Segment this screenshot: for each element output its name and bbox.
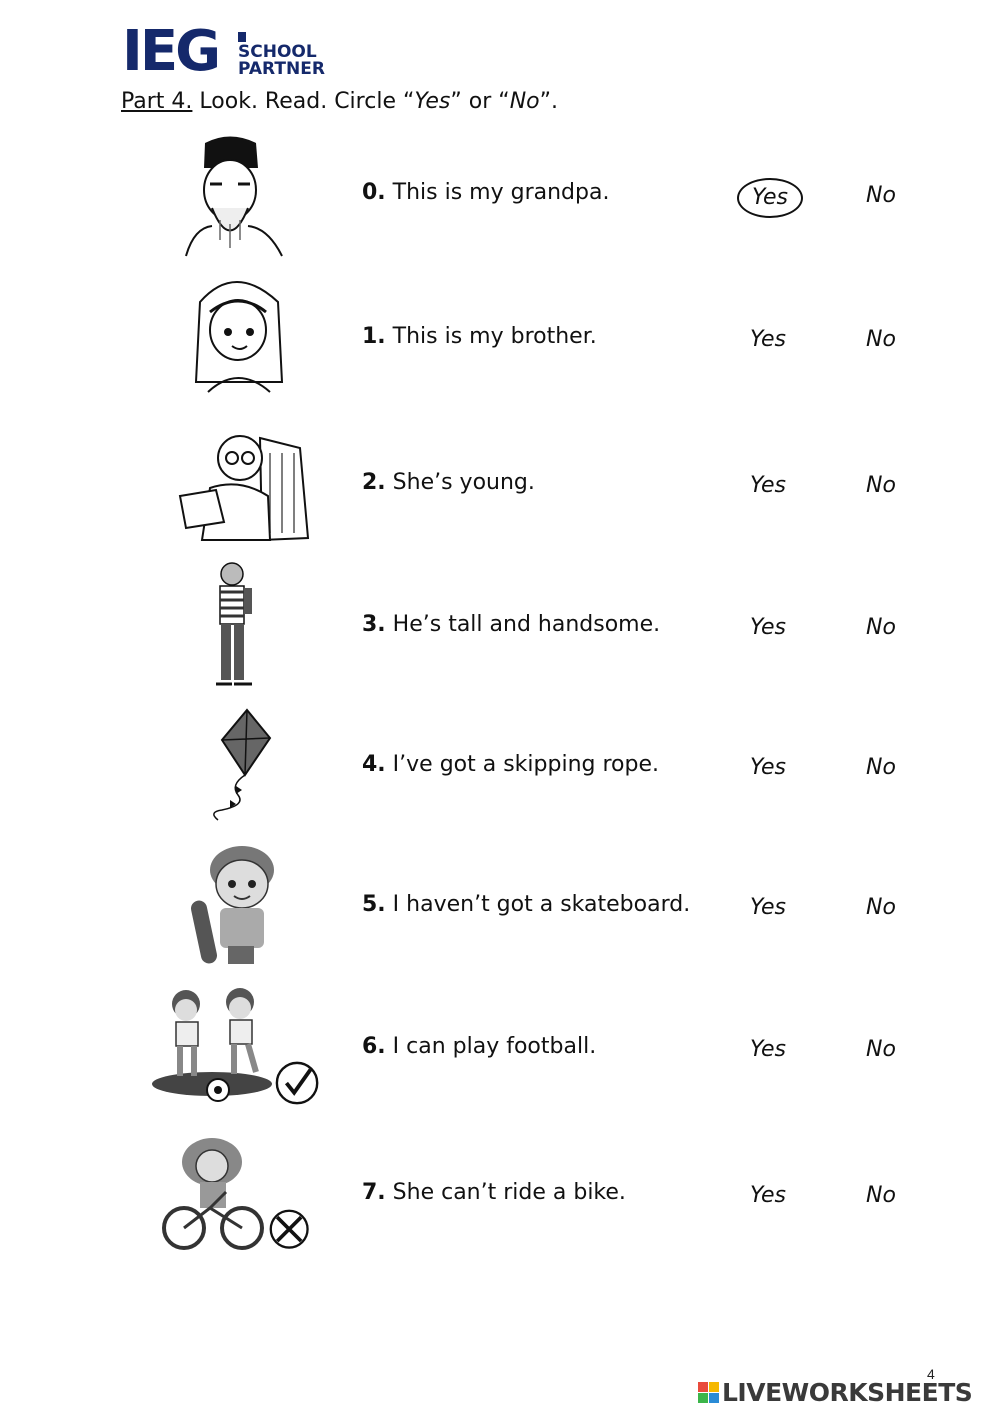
question-sentence: I can play football. — [385, 1034, 597, 1059]
liveworksheets-icon — [698, 1382, 720, 1404]
no-option-4[interactable]: No — [866, 755, 896, 780]
cross-icon — [268, 1208, 314, 1254]
question-row-7 — [0, 1128, 1000, 1268]
question-sentence: She can’t ride a bike. — [385, 1180, 626, 1205]
question-number: 1. — [362, 324, 386, 349]
question-text-6 — [362, 1034, 596, 1059]
question-row-2 — [0, 418, 1000, 558]
question-number: 3. — [362, 612, 386, 637]
no-option-7[interactable]: No — [866, 1183, 896, 1208]
question-row-0 — [0, 128, 1000, 268]
instruction-yes: Yes — [414, 89, 451, 114]
yes-option-3[interactable]: Yes — [749, 615, 787, 640]
question-number: 6. — [362, 1034, 386, 1059]
kite-picture — [150, 700, 330, 830]
logo-flag-icon — [238, 32, 246, 42]
question-row-3 — [0, 560, 1000, 700]
question-row-5 — [0, 840, 1000, 980]
page-number: 4 — [927, 1366, 935, 1382]
girl-bike-picture — [150, 1128, 330, 1258]
girl-picture — [150, 272, 330, 402]
logo-line-1: SCHOOL — [238, 42, 317, 62]
no-option-6[interactable]: No — [866, 1037, 896, 1062]
no-option-1[interactable]: No — [866, 327, 896, 352]
instruction-text-b: ” or “ — [450, 89, 510, 114]
yes-option-6[interactable]: Yes — [749, 1037, 787, 1062]
boy-standing-picture — [150, 560, 330, 690]
no-option-5[interactable]: No — [866, 895, 896, 920]
logo-subtitle — [238, 44, 325, 78]
question-sentence: I haven’t got a skateboard. — [385, 892, 691, 917]
instruction — [121, 88, 558, 116]
question-text-5 — [362, 892, 690, 917]
question-row-1 — [0, 272, 1000, 412]
grandma-reading-picture — [150, 418, 330, 548]
question-text-0 — [362, 180, 609, 205]
question-text-2 — [362, 470, 535, 495]
yes-option-2[interactable]: Yes — [749, 473, 787, 498]
boy-skateboard-picture — [150, 840, 330, 970]
question-number: 4. — [362, 752, 386, 777]
question-text-7 — [362, 1180, 626, 1205]
question-sentence: She’s young. — [385, 470, 535, 495]
instruction-text-c: ”. — [539, 89, 559, 114]
logo-line-2: PARTNER — [238, 59, 325, 79]
no-option-2[interactable]: No — [866, 473, 896, 498]
boys-football-picture — [150, 982, 330, 1112]
part-label: Part 4. — [121, 89, 193, 114]
question-sentence: I’ve got a skipping rope. — [385, 752, 659, 777]
question-text-3 — [362, 612, 660, 637]
brand-name: LIVEWORKSHEETS — [722, 1378, 973, 1407]
grandpa-picture — [150, 128, 330, 258]
question-text-1 — [362, 324, 597, 349]
yes-option-4[interactable]: Yes — [749, 755, 787, 780]
question-row-6 — [0, 982, 1000, 1122]
yes-option-5[interactable]: Yes — [749, 895, 787, 920]
question-number: 0. — [362, 180, 386, 205]
question-text-4 — [362, 752, 659, 777]
no-option-3[interactable]: No — [866, 615, 896, 640]
check-icon — [274, 1060, 322, 1108]
ieg-logo — [122, 19, 342, 84]
no-option-0[interactable]: No — [866, 183, 896, 208]
question-row-4 — [0, 700, 1000, 840]
yes-option-7[interactable]: Yes — [749, 1183, 787, 1208]
question-number: 5. — [362, 892, 386, 917]
liveworksheets-logo — [698, 1378, 994, 1408]
question-number: 7. — [362, 1180, 386, 1205]
question-sentence: This is my grandpa. — [385, 180, 610, 205]
question-sentence: He’s tall and handsome. — [385, 612, 661, 637]
instruction-no: No — [509, 89, 540, 114]
yes-option-1[interactable]: Yes — [749, 327, 787, 352]
logo-main-text: IEG — [122, 19, 219, 84]
yes-option-0[interactable]: Yes — [737, 178, 803, 218]
question-sentence: This is my brother. — [385, 324, 597, 349]
question-number: 2. — [362, 470, 386, 495]
instruction-text-a: Look. Read. Circle “ — [192, 89, 415, 114]
